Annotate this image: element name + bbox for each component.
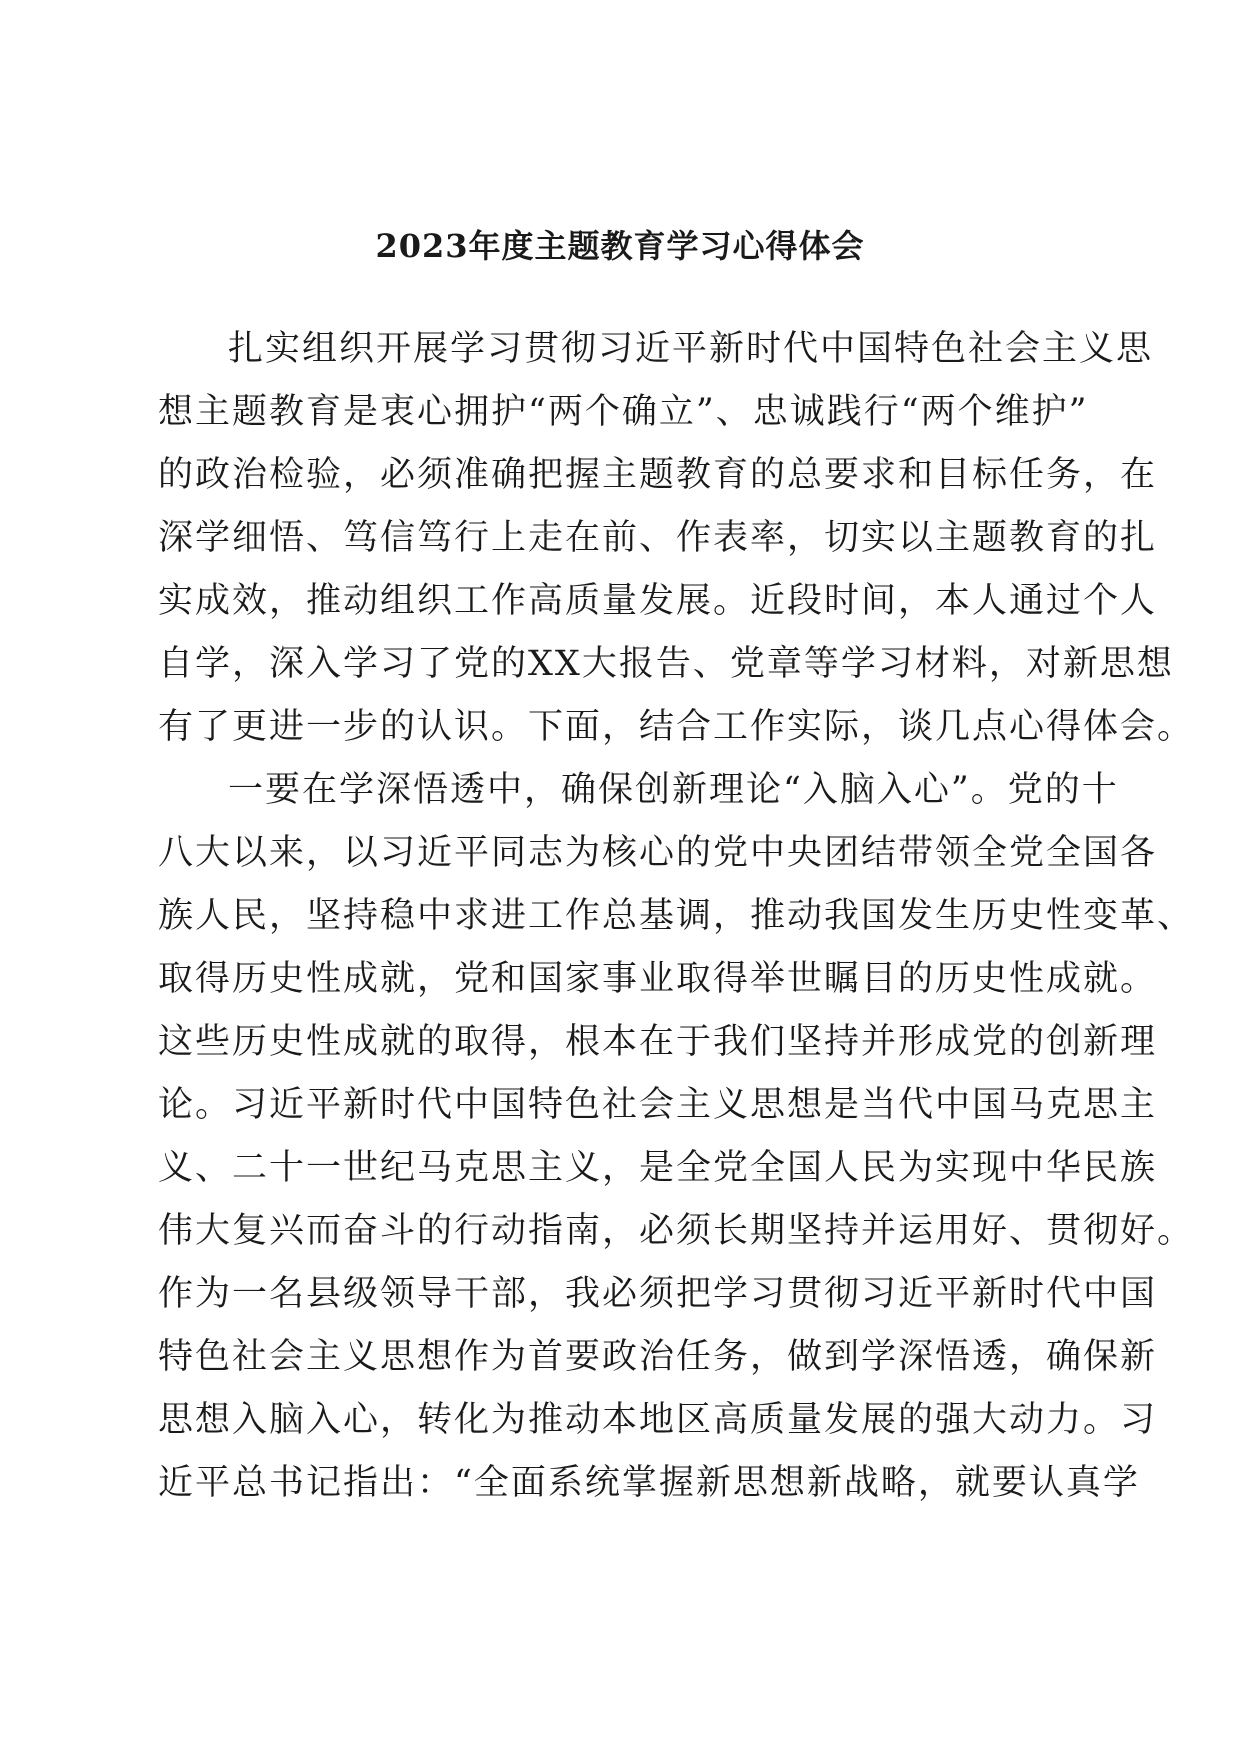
paragraph-line: 论。习近平新时代中国特色社会主义思想是当代中国马克思主 <box>158 1085 1158 1125</box>
paragraph-line: 族人民，坚持稳中求进工作总基调，推动我国发生历史性变革、 <box>158 896 1195 936</box>
paragraph-line: 这些历史性成就的取得，根本在于我们坚持并形成党的创新理 <box>158 1022 1158 1062</box>
paragraph-line: 伟大复兴而奋斗的行动指南，必须长期坚持并运用好、贯彻好。 <box>158 1211 1195 1251</box>
paragraph-line: 特色社会主义思想作为首要政治任务，做到学深悟透，确保新 <box>158 1337 1158 1377</box>
paragraph-line: 扎实组织开展学习贯彻习近平新时代中国特色社会主义思 <box>228 329 1154 369</box>
paragraph-line: 有了更进一步的认识。下面，结合工作实际，谈几点心得体会。 <box>158 707 1195 747</box>
paragraph-line: 实成效，推动组织工作高质量发展。近段时间，本人通过个人 <box>158 581 1158 621</box>
paragraph-line: 取得历史性成就，党和国家事业取得举世瞩目的历史性成就。 <box>158 959 1158 999</box>
document-title: 2023年度主题教育学习心得体会 <box>375 227 865 265</box>
paragraph-line: 八大以来，以习近平同志为核心的党中央团结带领全党全国各 <box>158 833 1158 873</box>
paragraph-line: 一要在学深悟透中，确保创新理论“入脑入心”。党的十 <box>228 770 1119 810</box>
paragraph-line: 自学，深入学习了党的XX大报告、党章等学习材料，对新思想 <box>158 644 1174 684</box>
paragraph-line: 近平总书记指出：“全面系统掌握新思想新战略，就要认真学 <box>158 1463 1140 1503</box>
paragraph-line: 思想入脑入心，转化为推动本地区高质量发展的强大动力。习 <box>158 1400 1158 1440</box>
paragraph-line: 的政治检验，必须准确把握主题教育的总要求和目标任务，在 <box>158 455 1158 495</box>
paragraph-line: 作为一名县级领导干部，我必须把学习贯彻习近平新时代中国 <box>158 1274 1158 1314</box>
paragraph-line: 深学细悟、笃信笃行上走在前、作表率，切实以主题教育的扎 <box>158 518 1158 558</box>
paragraph-line: 义、二十一世纪马克思主义，是全党全国人民为实现中华民族 <box>158 1148 1158 1188</box>
paragraph-line: 想主题教育是衷心拥护“两个确立”、忠诚践行“两个维护” <box>158 392 1089 432</box>
document-body <box>158 318 1195 1515</box>
